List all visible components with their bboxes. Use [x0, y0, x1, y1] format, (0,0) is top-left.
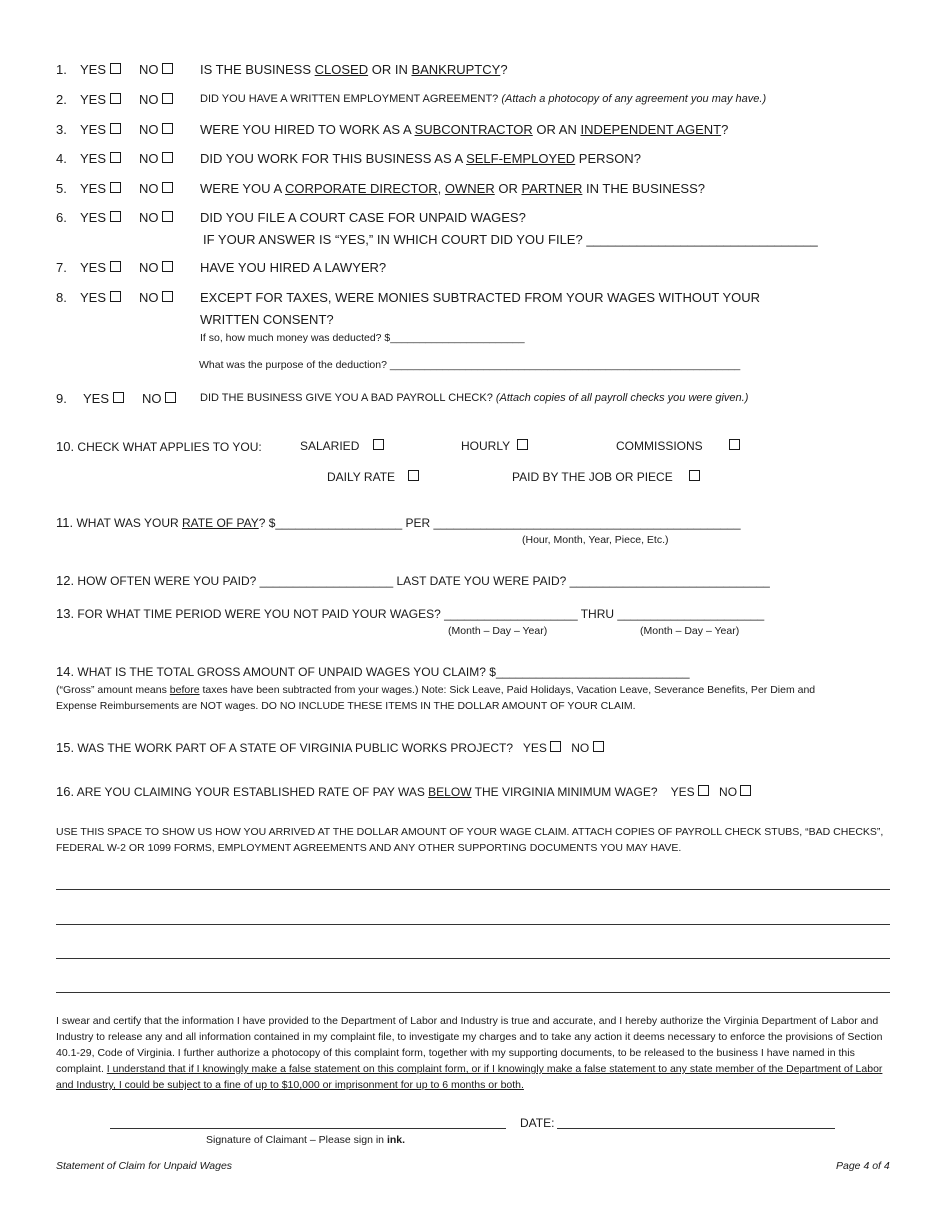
no-label: NO — [139, 92, 159, 107]
text: DID YOU WORK FOR THIS BUSINESS AS A — [200, 151, 467, 166]
footer-title: Statement of Claim for Unpaid Wages — [56, 1160, 233, 1172]
option-commissions — [616, 439, 740, 453]
no-option — [139, 62, 173, 77]
yes-label: YES — [80, 210, 107, 225]
question-9-text — [200, 392, 748, 404]
yes-label: YES — [80, 290, 107, 305]
gross-amount-field[interactable]: WHAT IS THE TOTAL GROSS AMOUNT OF UNPAID WAGES YOU CLAIM? $_____________________________ — [77, 665, 690, 679]
option-label: COMMISSIONS — [616, 439, 703, 453]
commissions-checkbox[interactable] — [729, 439, 740, 450]
no-checkbox[interactable] — [162, 152, 173, 163]
underlined-term: before — [169, 684, 200, 696]
signature-caption — [206, 1134, 405, 1146]
yes-label: YES — [80, 62, 107, 77]
page-number: Page 4 of 4 — [836, 1160, 890, 1172]
no-option — [142, 391, 176, 406]
question-7-number: 7. — [56, 260, 67, 275]
writing-line[interactable] — [56, 958, 890, 959]
certification-text: I swear and certify that the information I have provided to the Department of Labor and Industry is true and accurate, and I hereby authorize the Virginia Department of Labor and Industry to release any and all information contained in my complaint file, to investigate my charges and to take any action it deems necessary to enforce the provisions of Section 40.1-29, Code of Virginia. I further authorize a photocopy of this complaint form, together with my supporting documents, to be released to the business I have named in this complaint. — [56, 1015, 883, 1075]
no-label: NO — [142, 391, 162, 406]
no-label: NO — [139, 122, 159, 137]
court-field[interactable]: IF YOUR ANSWER IS “YES,” IN WHICH COURT DID YOU FILE? ________________________________ — [203, 232, 818, 247]
question-12[interactable] — [56, 573, 770, 588]
no-option — [139, 122, 173, 137]
writing-line[interactable] — [56, 992, 890, 993]
question-number: 10. — [56, 439, 75, 454]
date-line[interactable] — [557, 1128, 835, 1129]
underlined-term: CLOSED — [314, 62, 369, 77]
no-label: NO — [139, 181, 159, 196]
underlined-term: PARTNER — [521, 181, 583, 196]
yes-checkbox[interactable] — [110, 123, 121, 134]
question-4-number: 4. — [56, 151, 67, 166]
no-option — [139, 181, 173, 196]
question-number: 15. — [56, 740, 75, 755]
text: PERSON? — [575, 151, 641, 166]
option-paid-by-job — [512, 470, 700, 484]
no-option — [139, 290, 173, 305]
yes-label: YES — [80, 260, 107, 275]
writing-line[interactable] — [56, 889, 890, 890]
yes-label: YES — [522, 741, 547, 755]
question-6-text: DID YOU FILE A COURT CASE FOR UNPAID WAGES? — [200, 210, 526, 225]
certification-warning: I understand that if I knowingly make a false statement on this complaint form, or if I knowingly make a false statement to any state member of the Department of Labor and Industry, I could be subject to a fine of up to $10,000 or imprisonment for up to 6 months or both. — [56, 1063, 883, 1091]
text: WHAT WAS YOUR — [76, 516, 183, 530]
no-checkbox[interactable] — [162, 63, 173, 74]
yes-option — [80, 122, 121, 137]
yes-option — [83, 391, 124, 406]
text: WERE YOU A — [200, 181, 286, 196]
instructions-line2: FEDERAL W-2 OR 1099 FORMS, EMPLOYMENT AGREEMENTS AND ANY OTHER SUPPORTING DOCUMENTS YOU MAY HAVE. — [56, 842, 682, 854]
underlined-term: SELF-EMPLOYED — [466, 151, 576, 166]
daily-rate-checkbox[interactable] — [408, 470, 419, 481]
text: IS THE BUSINESS — [200, 62, 315, 77]
writing-line[interactable] — [56, 924, 890, 925]
question-number: 14. — [56, 664, 75, 679]
option-label: PAID BY THE JOB OR PIECE — [512, 470, 673, 484]
underlined-term: CORPORATE DIRECTOR — [285, 181, 438, 196]
question-7-text: HAVE YOU HIRED A LAWYER? — [200, 260, 387, 275]
text: ? — [500, 62, 508, 77]
no-checkbox[interactable] — [162, 182, 173, 193]
date-label: DATE: — [520, 1116, 555, 1130]
text: taxes have been subtracted from your wages.) Note: Sick Leave, Paid Holidays, Vacation Leave, Severance Benefits, Per Diem and — [199, 684, 816, 696]
no-checkbox[interactable] — [162, 211, 173, 222]
yes-label: YES — [670, 785, 695, 799]
pay-frequency-field[interactable]: HOW OFTEN WERE YOU PAID? ____________________ LAST DATE YOU WERE PAID? ______________________________ — [77, 574, 770, 588]
yes-checkbox[interactable] — [110, 63, 121, 74]
yes-option — [80, 181, 121, 196]
no-label: NO — [139, 62, 159, 77]
text: DID THE BUSINESS GIVE YOU A BAD PAYROLL CHECK? — [200, 392, 496, 404]
yes-option — [80, 210, 121, 225]
time-period-field[interactable]: FOR WHAT TIME PERIOD WERE YOU NOT PAID YOUR WAGES? ____________________ THRU ______________________ — [77, 607, 765, 621]
note: (Attach a photocopy of any agreement you may have.) — [501, 93, 767, 105]
question-number: 11. — [56, 515, 74, 530]
yes-option — [80, 92, 121, 107]
text: ARE YOU CLAIMING YOUR ESTABLISHED RATE OF PAY WAS — [76, 785, 429, 799]
text: THE VIRGINIA MINIMUM WAGE? — [471, 785, 658, 799]
yes-checkbox[interactable] — [110, 182, 121, 193]
question-number: 1. — [56, 62, 67, 77]
underlined-term: INDEPENDENT AGENT — [580, 122, 722, 137]
rate-of-pay-field[interactable]: ? $___________________ PER ______________________________________________ — [258, 516, 741, 530]
question-8-text: EXCEPT FOR TAXES, WERE MONIES SUBTRACTED FROM YOUR WAGES WITHOUT YOUR — [200, 290, 761, 305]
yes-checkbox[interactable] — [113, 392, 124, 403]
question-9-number: 9. — [56, 391, 67, 406]
question-number: 12. — [56, 573, 75, 588]
question-2-number: 2. — [56, 92, 67, 107]
rate-hint: (Hour, Month, Year, Piece, Etc.) — [522, 534, 669, 546]
yes-label: YES — [80, 122, 107, 137]
caption-bold: ink. — [386, 1134, 406, 1146]
underlined-term: BANKRUPTCY — [411, 62, 501, 77]
question-2-text — [200, 93, 766, 105]
question-13[interactable] — [56, 606, 764, 621]
no-checkbox[interactable] — [162, 261, 173, 272]
yes-checkbox[interactable] — [110, 93, 121, 104]
deduction-purpose-field[interactable]: What was the purpose of the deduction? ____________________________________________________________ — [199, 359, 741, 371]
question-10 — [56, 439, 262, 454]
question-6-number: 6. — [56, 210, 67, 225]
question-number: 13. — [56, 606, 75, 621]
no-checkbox[interactable] — [165, 392, 176, 403]
yes-checkbox[interactable] — [110, 291, 121, 302]
question-8-text-cont: WRITTEN CONSENT? — [200, 312, 334, 327]
question-text: WAS THE WORK PART OF A STATE OF VIRGINIA PUBLIC WORKS PROJECT? — [77, 741, 514, 755]
yes-checkbox[interactable] — [110, 211, 121, 222]
gross-note-line2: Expense Reimbursements are NOT wages. DO NO INCLUDE THESE ITEMS IN THE DOLLAR AMOUNT OF YOUR CLAIM. — [56, 700, 636, 712]
option-label: DAILY RATE — [327, 470, 396, 484]
yes-label: YES — [80, 181, 107, 196]
no-checkbox[interactable] — [162, 291, 173, 302]
question-16 — [56, 784, 751, 799]
no-option — [139, 151, 173, 166]
question-4-text — [200, 151, 641, 166]
yes-checkbox[interactable] — [110, 152, 121, 163]
text: OR AN — [532, 122, 581, 137]
no-checkbox[interactable] — [740, 785, 751, 796]
yes-label: YES — [83, 391, 110, 406]
text: WERE YOU HIRED TO WORK AS A — [200, 122, 415, 137]
text: , — [437, 181, 445, 196]
no-checkbox[interactable] — [593, 741, 604, 752]
no-option — [139, 92, 173, 107]
question-15 — [56, 740, 604, 755]
text: OR IN — [368, 62, 412, 77]
underlined-term: BELOW — [428, 785, 472, 799]
no-checkbox[interactable] — [162, 123, 173, 134]
underlined-term: SUBCONTRACTOR — [414, 122, 533, 137]
question-number: 16. — [56, 784, 75, 799]
question-1 — [56, 62, 67, 77]
question-8-number: 8. — [56, 290, 67, 305]
yes-label: YES — [80, 92, 107, 107]
text: OR — [494, 181, 522, 196]
instructions-line1: USE THIS SPACE TO SHOW US HOW YOU ARRIVED AT THE DOLLAR AMOUNT OF YOUR WAGE CLAIM. ATTACH COPIES OF PAYROLL CHECK STUBS, “BAD CHECKS”, — [56, 826, 884, 838]
question-5-text — [200, 181, 705, 196]
yes-checkbox[interactable] — [698, 785, 709, 796]
yes-option — [80, 62, 121, 77]
option-hourly — [461, 439, 528, 453]
question-11[interactable] — [56, 515, 741, 530]
signature-line[interactable] — [110, 1128, 506, 1129]
underlined-term: OWNER — [444, 181, 495, 196]
text: (“Gross” amount means — [56, 684, 170, 696]
text: IN THE BUSINESS? — [582, 181, 705, 196]
text: ? — [721, 122, 729, 137]
no-option — [139, 260, 173, 275]
deduction-amount-field[interactable]: If so, how much money was deducted? $_______________________ — [200, 332, 525, 344]
no-label: NO — [571, 741, 590, 755]
question-3-text — [200, 122, 728, 137]
question-3-number: 3. — [56, 122, 67, 137]
yes-option — [80, 290, 121, 305]
salaried-checkbox[interactable] — [373, 439, 384, 450]
no-option — [139, 210, 173, 225]
date-hint-from: (Month – Day – Year) — [448, 625, 548, 637]
no-label: NO — [719, 785, 738, 799]
text: DID YOU HAVE A WRITTEN EMPLOYMENT AGREEMENT? — [200, 93, 502, 105]
yes-option — [80, 260, 121, 275]
caption-text: Signature of Claimant – Please sign in — [206, 1134, 387, 1146]
yes-checkbox[interactable] — [550, 741, 561, 752]
underlined-term: RATE OF PAY — [182, 516, 259, 530]
yes-option — [80, 151, 121, 166]
option-label: HOURLY — [461, 439, 511, 453]
question-text: CHECK WHAT APPLIES TO YOU: — [77, 440, 262, 454]
gross-note — [56, 684, 815, 696]
yes-checkbox[interactable] — [110, 261, 121, 272]
note: (Attach copies of all payroll checks you were given.) — [495, 392, 749, 404]
paid-by-job-checkbox[interactable] — [689, 470, 700, 481]
question-14[interactable] — [56, 664, 690, 679]
no-label: NO — [139, 260, 159, 275]
certification-paragraph — [56, 1013, 894, 1093]
date-hint-thru: (Month – Day – Year) — [640, 625, 740, 637]
question-1-text — [200, 62, 508, 77]
option-label: SALARIED — [300, 439, 360, 453]
no-label: NO — [139, 151, 159, 166]
no-label: NO — [139, 290, 159, 305]
question-5-number: 5. — [56, 181, 67, 196]
no-label: NO — [139, 210, 159, 225]
option-daily-rate — [327, 470, 419, 484]
hourly-checkbox[interactable] — [517, 439, 528, 450]
no-checkbox[interactable] — [162, 93, 173, 104]
yes-label: YES — [80, 151, 107, 166]
option-salaried — [300, 439, 384, 453]
